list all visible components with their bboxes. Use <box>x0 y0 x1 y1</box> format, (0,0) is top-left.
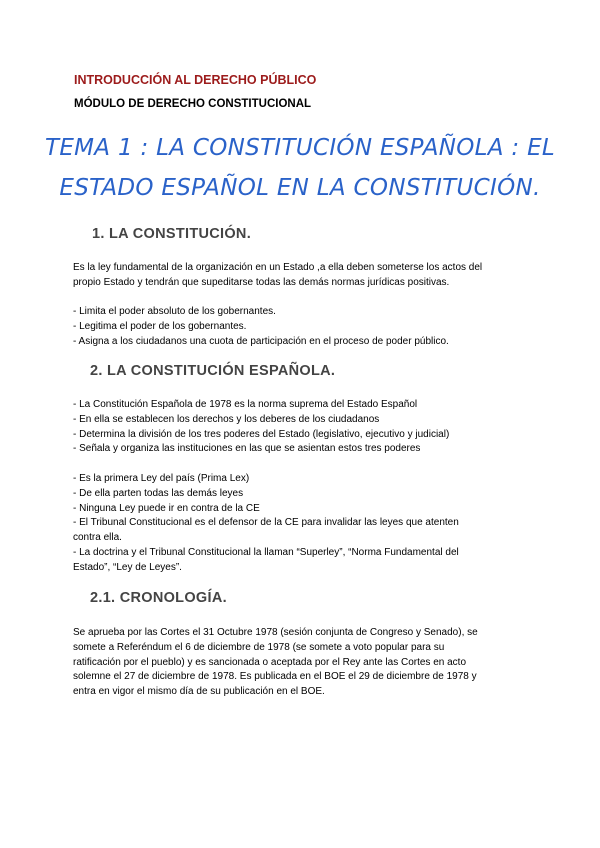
module-title: MÓDULO DE DERECHO CONSTITUCIONAL <box>74 98 312 110</box>
list-item: - La doctrina y el Tribunal Constitucional la llaman “Superley”, “Norma Fundamental del <box>73 546 459 558</box>
list-item: - Señala y organiza las instituciones en las que se asientan estos tres poderes <box>73 443 421 455</box>
paragraph-line: entra en vigor el mismo día de su publicación en el BOE. <box>73 686 325 698</box>
list-item: - Asigna a los ciudadanos una cuota de participación en el proceso de poder público. <box>73 335 449 347</box>
section-2-1-body <box>73 626 533 700</box>
paragraph-line: propio Estado y tendrán que supeditarse todas las demás normas jurídicas positivas. <box>73 276 450 288</box>
list-item: - El Tribunal Constitucional es el defensor de la CE para invalidar las leyes que atenten <box>73 517 459 529</box>
tema-title-line-2: ESTADO ESPAÑOL EN LA CONSTITUCIÓN. <box>59 175 541 201</box>
tema-title <box>40 128 560 208</box>
list-item: - Ninguna Ley puede ir en contra de la CE <box>73 502 260 514</box>
course-title: INTRODUCCIÓN AL DERECHO PÚBLICO <box>74 73 317 87</box>
list-item: - En ella se establecen los derechos y los deberes de los ciudadanos <box>73 413 380 425</box>
paragraph-line: Es la ley fundamental de la organización en un Estado ,a ella deben someterse los actos del <box>73 262 483 273</box>
list-item: - Limita el poder absoluto de los gobernantes. <box>73 306 276 318</box>
list-item: - La Constitución Española de 1978 es la norma suprema del Estado Español <box>73 399 418 410</box>
section-1-heading: 1. LA CONSTITUCIÓN. <box>92 226 252 242</box>
section-1-body <box>73 261 533 350</box>
paragraph-line: ratificación por el pueblo) y es sancionada o aceptada por el Rey ante las Cortes en acto <box>73 656 467 668</box>
paragraph-line: solemne el 27 de diciembre de 1978. Es publicada en el BOE el 29 de diciembre de 1978 y <box>73 671 477 683</box>
list-item: - Legitima el poder de los gobernantes. <box>73 321 247 333</box>
section-2-body <box>73 398 533 576</box>
section-2-heading: 2. LA CONSTITUCIÓN ESPAÑOLA. <box>90 363 336 379</box>
tema-title-line-1: TEMA 1 : LA CONSTITUCIÓN ESPAÑOLA : EL <box>44 135 556 161</box>
list-item: - Es la primera Ley del país (Prima Lex) <box>73 472 250 484</box>
list-item: - De ella parten todas las demás leyes <box>73 487 244 499</box>
list-item: contra ella. <box>73 532 122 544</box>
section-2-1-heading: 2.1. CRONOLOGÍA. <box>90 590 227 606</box>
list-item: Estado”, “Ley de Leyes”. <box>73 561 182 573</box>
list-item: - Determina la división de los tres poderes del Estado (legislativo, ejecutivo y judicial) <box>73 428 450 440</box>
paragraph-line: Se aprueba por las Cortes el 31 Octubre 1978 (sesión conjunta de Congreso y Senado), se <box>73 627 478 638</box>
paragraph-line: somete a Referéndum el 6 de diciembre de 1978 (se somete a voto popular para su <box>73 641 445 653</box>
